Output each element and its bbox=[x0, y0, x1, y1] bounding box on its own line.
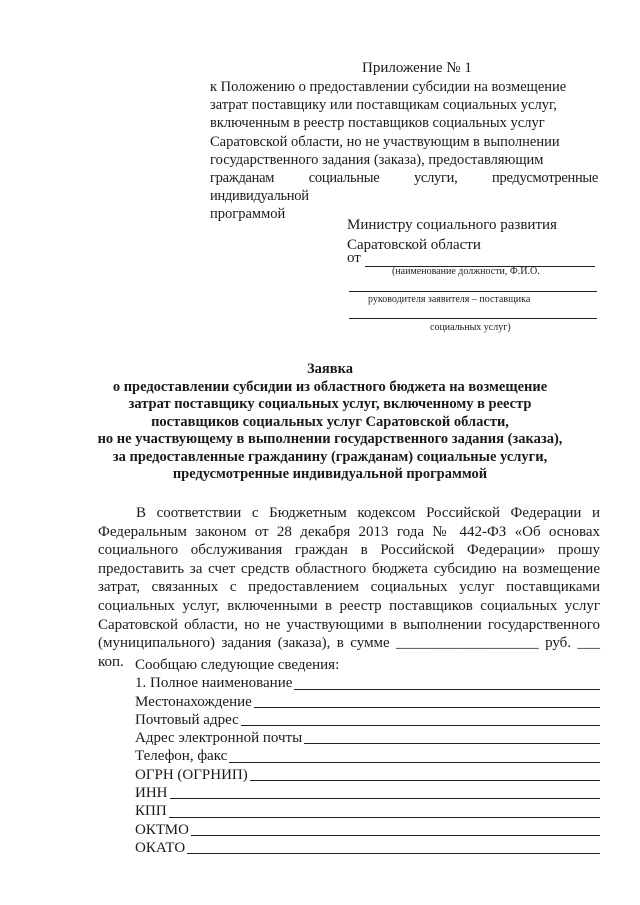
appendix-line: Саратовской области, но не участвующим в выполнении bbox=[210, 133, 560, 150]
heading-line: о предоставлении субсидии из областного бюджета на возмещение bbox=[112, 378, 548, 395]
field-blank[interactable] bbox=[169, 804, 600, 818]
heading-line: затрат поставщику социальных услуг, включенному в реестр bbox=[128, 396, 532, 412]
heading-line: предусмотренные индивидуальной программой bbox=[172, 466, 488, 482]
field-ogrn bbox=[135, 766, 600, 784]
caption-position: (наименование должности, Ф.И.О. bbox=[392, 266, 540, 277]
addressee-line: Саратовской области bbox=[347, 237, 481, 253]
field-blank[interactable] bbox=[170, 785, 601, 799]
appendix-line: гражданам социальные услуги, предусмотренные индивидуальной bbox=[210, 170, 598, 205]
heading-line: за предоставленные гражданину (гражданам) социальные услуги, bbox=[112, 448, 548, 465]
field-location bbox=[135, 693, 600, 711]
field-blank[interactable] bbox=[191, 822, 600, 836]
appendix-line: к Положению о предоставлении субсидии на возмещение bbox=[210, 79, 567, 95]
from-line bbox=[347, 250, 595, 267]
from-label: от bbox=[347, 250, 361, 266]
request-paragraph bbox=[98, 504, 600, 671]
field-label: Телефон, факс bbox=[135, 748, 228, 765]
field-blank[interactable] bbox=[304, 730, 600, 744]
heading-line: но не участвующему в выполнении государственного задания (заказа), bbox=[97, 431, 563, 447]
field-blank[interactable] bbox=[294, 676, 600, 690]
field-label: ОГРН (ОГРНИП) bbox=[135, 766, 248, 783]
blank-line bbox=[349, 318, 597, 319]
addressee bbox=[347, 215, 557, 255]
field-label: КПП bbox=[135, 803, 167, 820]
field-kpp bbox=[135, 802, 600, 820]
field-oktmo bbox=[135, 821, 600, 839]
field-label: Почтовый адрес bbox=[135, 711, 239, 728]
from-blank bbox=[365, 252, 595, 267]
field-okato bbox=[135, 839, 600, 857]
applicant-fields bbox=[135, 656, 600, 857]
field-label: ОКАТО bbox=[135, 839, 186, 856]
field-email bbox=[135, 729, 600, 747]
field-phone-fax bbox=[135, 747, 600, 765]
field-label: Адрес электронной почты bbox=[135, 730, 303, 747]
field-blank[interactable] bbox=[241, 712, 600, 726]
field-label: ИНН bbox=[135, 785, 168, 802]
application-heading bbox=[80, 361, 580, 484]
heading-line: поставщиков социальных услуг Саратовской области, bbox=[151, 413, 509, 430]
field-blank[interactable] bbox=[229, 749, 600, 763]
field-blank[interactable] bbox=[254, 694, 600, 708]
addressee-line: Министру социального развития bbox=[347, 217, 557, 233]
caption-provider: социальных услуг) bbox=[430, 322, 511, 333]
field-postal-address bbox=[135, 711, 600, 729]
field-label: Местонахождение bbox=[135, 693, 252, 710]
appendix-line: государственного задания (заказа), предоставляющим bbox=[210, 151, 544, 168]
request-text: В соответствии с Бюджетным кодексом Российской Федерации и Федеральным законом от 28 декабря 2013 года № 442-ФЗ «Об основах социального обслуживания граждан в Российской Федерации» прошу предоставить за счет средств областного бюджета субсидию на возмещение затрат, связанных с предоставлением социальных услуг поставщиками социальных услуг, включенными в реестр поставщиков социальных услуг Саратовской области, но не участвующими в выполнении государственного (муниципального) задания (заказа), в сумме ___________________ руб. ___ коп. bbox=[98, 505, 600, 670]
field-label: 1. Полное наименование bbox=[135, 675, 293, 692]
field-blank[interactable] bbox=[250, 767, 600, 781]
heading-title: Заявка bbox=[307, 361, 353, 377]
appendix-line: затрат поставщику или поставщикам социальных услуг, bbox=[210, 97, 557, 114]
field-inn bbox=[135, 784, 600, 802]
blank-line bbox=[349, 291, 597, 292]
caption-head: руководителя заявителя – поставщика bbox=[368, 294, 531, 305]
fields-intro: Сообщаю следующие сведения: bbox=[135, 657, 340, 673]
field-full-name bbox=[135, 674, 600, 692]
field-label: ОКТМО bbox=[135, 821, 189, 838]
appendix-line: включенным в реестр поставщиков социальных услуг bbox=[210, 115, 545, 132]
field-blank[interactable] bbox=[187, 840, 600, 854]
appendix-title: Приложение № 1 bbox=[362, 60, 472, 76]
appendix-line: программой bbox=[210, 206, 286, 223]
appendix-text bbox=[210, 78, 598, 224]
